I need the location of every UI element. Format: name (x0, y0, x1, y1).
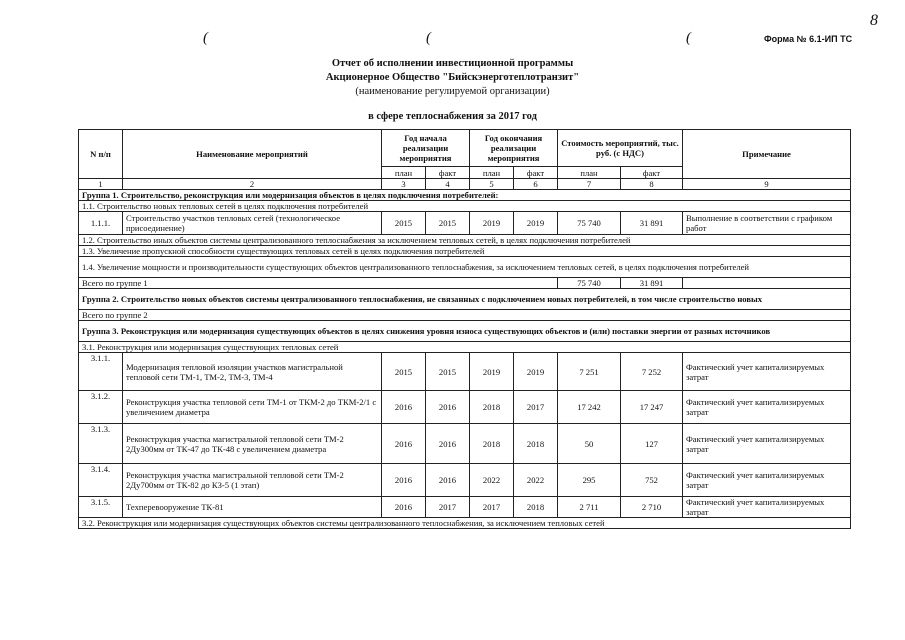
table-row (79, 497, 851, 518)
header-cost: Стоимость мероприятий, тыс. руб. (с НДС) (558, 130, 683, 167)
row-name: Реконструкция участка магистральной тепловой сети ТМ-2 2Ду300мм от ТК-47 до ТК-48 с увеличением диаметра (123, 424, 382, 464)
col-number: 2 (123, 179, 382, 190)
row-start-plan: 2016 (382, 497, 426, 518)
row-cost-fact: 752 (621, 464, 683, 497)
row-start-fact: 2016 (426, 424, 470, 464)
row-cost-fact: 17 247 (621, 391, 683, 424)
row-note: Выполнение в соответствии с графиком работ (683, 212, 851, 235)
row-num: 3.1.4. (79, 464, 123, 497)
section-1-4: 1.4. Увеличение мощности и производительности существующих объектов централизованного теплоснабжения, за исключением тепловых сетей, в целях подключения потребителей (79, 257, 851, 278)
section-3-1: 3.1. Реконструкция или модернизация существующих тепловых сетей (79, 342, 851, 353)
row-name: Реконструкция участка тепловой сети ТМ-1 от ТКМ-2 до ТКМ-2/1 с увеличением диаметра (123, 391, 382, 424)
subheader-fact: факт (621, 167, 683, 179)
row-note: Фактический учет капитализируемых затрат (683, 391, 851, 424)
row-cost-plan: 17 242 (558, 391, 621, 424)
total-row (79, 278, 851, 289)
row-cost-fact: 31 891 (621, 212, 683, 235)
row-num: 3.1.5. (79, 497, 123, 518)
column-numbers-row (79, 179, 851, 190)
row-num: 3.1.1. (79, 353, 123, 391)
row-end-plan: 2019 (470, 212, 514, 235)
table-row (79, 464, 851, 497)
subheader-fact: факт (426, 167, 470, 179)
group-1-total-note (683, 278, 851, 289)
section-row (79, 235, 851, 246)
section-1-1: 1.1. Строительство новых тепловых сетей в целях подключения потребителей (79, 201, 851, 212)
paren-mark-middle: ( (426, 30, 431, 46)
row-start-plan: 2015 (382, 212, 426, 235)
row-note: Фактический учет капитализируемых затрат (683, 497, 851, 518)
row-start-fact: 2016 (426, 464, 470, 497)
row-start-plan: 2015 (382, 353, 426, 391)
row-end-plan: 2022 (470, 464, 514, 497)
section-row (79, 246, 851, 257)
subheader-plan: план (382, 167, 426, 179)
row-start-plan: 2016 (382, 464, 426, 497)
page-number: 8 (870, 12, 878, 29)
row-cost-fact: 2 710 (621, 497, 683, 518)
row-end-plan: 2017 (470, 497, 514, 518)
table-row (79, 391, 851, 424)
paren-mark-left: ( (203, 30, 208, 46)
col-number: 4 (426, 179, 470, 190)
row-note: Фактический учет капитализируемых затрат (683, 353, 851, 391)
report-title: Отчет об исполнении инвестиционной программы (331, 58, 574, 69)
row-cost-plan: 295 (558, 464, 621, 497)
group-2-total-label: Всего по группе 2 (79, 310, 851, 321)
row-name: Модернизация тепловой изоляции участков магистральной тепловой сети ТМ-1, ТМ-2, ТМ-3, ТМ-4 (123, 353, 382, 391)
row-num: 3.1.3. (79, 424, 123, 464)
section-1-2: 1.2. Строительство иных объектов системы централизованного теплоснабжения за исключением тепловых сетей, в целях подключения потребителей (79, 235, 851, 246)
section-row (79, 518, 851, 529)
section-3-2: 3.2. Реконструкция или модернизация существующих объектов системы централизованного теплоснабжения, за исключением тепловых сетей (79, 518, 851, 529)
header-end-year: Год окончания реализации мероприятия (470, 130, 558, 167)
section-row (79, 201, 851, 212)
row-end-fact: 2017 (514, 391, 558, 424)
row-cost-fact: 127 (621, 424, 683, 464)
row-cost-plan: 75 740 (558, 212, 621, 235)
row-start-plan: 2016 (382, 391, 426, 424)
header-name: Наименование мероприятий (123, 130, 382, 179)
organization-caption: (наименование регулируемой организации) (355, 86, 550, 97)
col-number: 9 (683, 179, 851, 190)
group-row (79, 190, 851, 201)
report-header (0, 57, 905, 99)
col-number: 1 (79, 179, 123, 190)
row-cost-plan: 7 251 (558, 353, 621, 391)
organization-name: Акционерное Общество "Бийскэнерготеплотранзит" (325, 72, 580, 83)
subheader-plan: план (470, 167, 514, 179)
header-note: Примечание (683, 130, 851, 179)
group-2-title: Группа 2. Строительство новых объектов системы централизованного теплоснабжения, не связанных с подключением новых потребителей, в том числе строительство новых (79, 289, 851, 310)
col-number: 3 (382, 179, 426, 190)
section-1-3: 1.3. Увеличение пропускной способности существующих тепловых сетей в целях подключения потребителей (79, 246, 851, 257)
group-1-total-label: Всего по группе 1 (79, 278, 558, 289)
header-row (79, 130, 851, 167)
investment-table (78, 129, 851, 529)
row-start-plan: 2016 (382, 424, 426, 464)
form-label: Форма № 6.1-ИП ТС (764, 34, 853, 44)
col-number: 5 (470, 179, 514, 190)
total-row (79, 310, 851, 321)
row-end-plan: 2018 (470, 424, 514, 464)
group-row (79, 321, 851, 342)
row-name: Техперевооружение ТК-81 (123, 497, 382, 518)
row-end-fact: 2022 (514, 464, 558, 497)
row-end-fact: 2018 (514, 497, 558, 518)
row-start-fact: 2016 (426, 391, 470, 424)
row-start-fact: 2017 (426, 497, 470, 518)
table-row (79, 353, 851, 391)
row-start-fact: 2015 (426, 353, 470, 391)
row-end-fact: 2018 (514, 424, 558, 464)
row-num: 3.1.2. (79, 391, 123, 424)
col-number: 7 (558, 179, 621, 190)
group-3-title: Группа 3. Реконструкция или модернизация существующих объектов в целях снижения уровня износа существующих объектов и (или) поставки энергии от разных источников (79, 321, 851, 342)
row-end-fact: 2019 (514, 353, 558, 391)
row-num: 1.1.1. (79, 212, 123, 235)
row-name: Реконструкция участка магистральной тепловой сети ТМ-2 2Ду700мм от ТК-82 до КЗ-5 (1 этап) (123, 464, 382, 497)
paren-mark-right: ( (686, 30, 691, 46)
group-1-total-plan: 75 740 (558, 278, 621, 289)
table-row (79, 212, 851, 235)
header-num: N п/п (79, 130, 123, 179)
section-row (79, 342, 851, 353)
report-subtitle: в сфере теплоснабжения за 2017 год (368, 111, 537, 122)
row-start-fact: 2015 (426, 212, 470, 235)
row-cost-fact: 7 252 (621, 353, 683, 391)
row-note: Фактический учет капитализируемых затрат (683, 424, 851, 464)
header-start-year: Год начала реализации мероприятия (382, 130, 470, 167)
row-end-fact: 2019 (514, 212, 558, 235)
group-1-title: Группа 1. Строительство, реконструкция или модернизация объектов в целях подключения потребителей: (79, 190, 851, 201)
subheader-plan: план (558, 167, 621, 179)
row-name: Строительство участков тепловых сетей (технологическое присоединение) (123, 212, 382, 235)
subheader-fact: факт (514, 167, 558, 179)
group-1-total-fact: 31 891 (621, 278, 683, 289)
table-row (79, 424, 851, 464)
col-number: 6 (514, 179, 558, 190)
row-cost-plan: 2 711 (558, 497, 621, 518)
row-note: Фактический учет капитализируемых затрат (683, 464, 851, 497)
group-row (79, 289, 851, 310)
row-end-plan: 2018 (470, 391, 514, 424)
col-number: 8 (621, 179, 683, 190)
row-end-plan: 2019 (470, 353, 514, 391)
section-row (79, 257, 851, 278)
row-cost-plan: 50 (558, 424, 621, 464)
